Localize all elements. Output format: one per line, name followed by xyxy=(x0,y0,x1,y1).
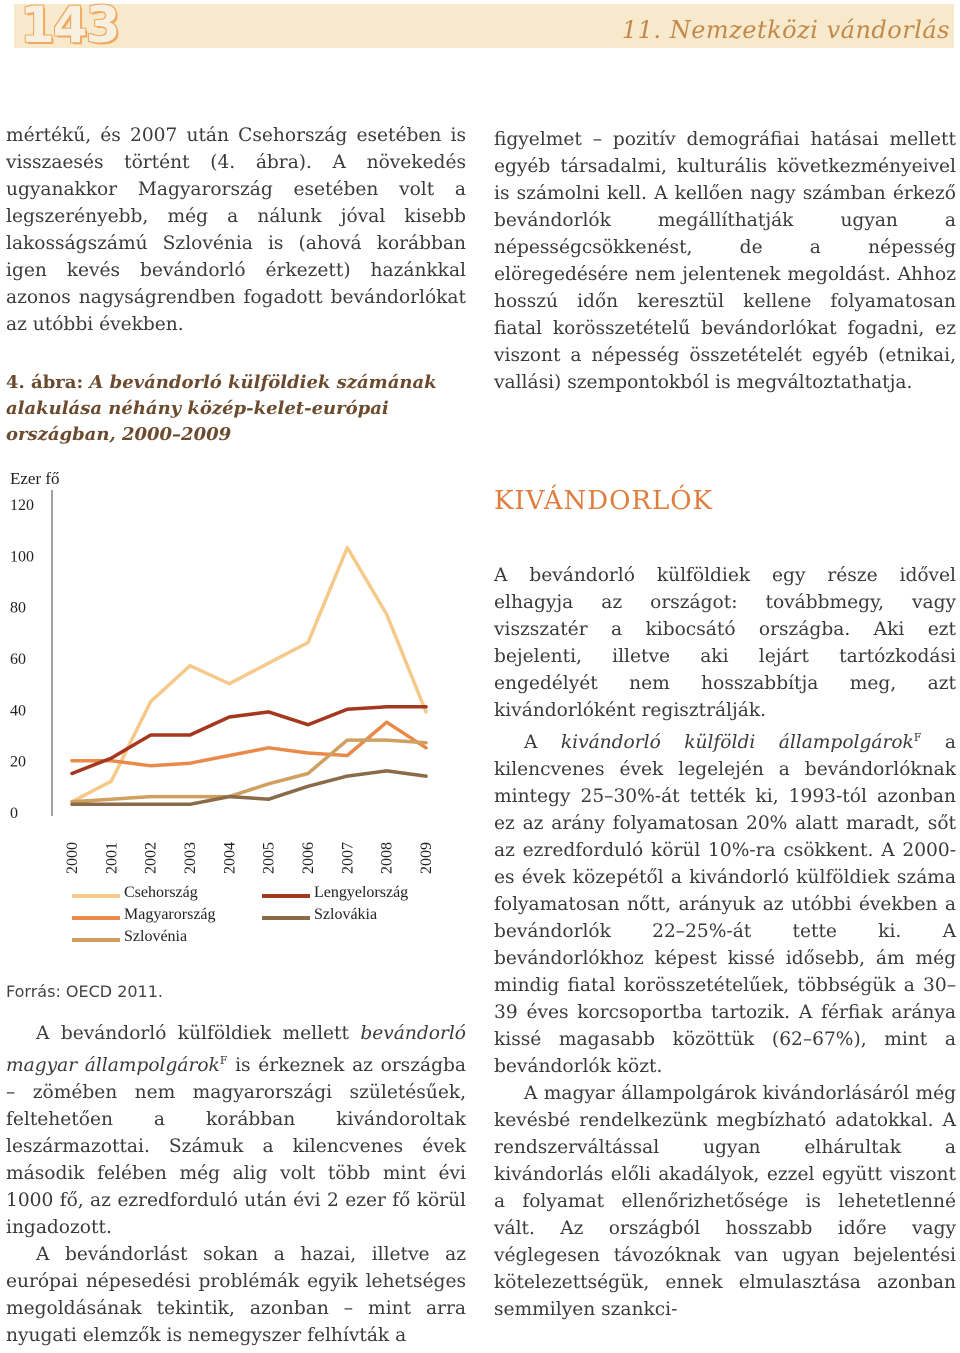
y-tick-label: 80 xyxy=(10,599,26,617)
page-header xyxy=(0,0,960,56)
legend-label: Szlovénia xyxy=(124,928,188,945)
legend-label: Szlovákia xyxy=(314,906,378,923)
left-paragraph-3: A bevándorlást sokan a hazai, illetve az európai népesedési problémák egyik lehetséges megoldásának tekintik, azonban – mint arra nyugati elemzők is nemegyszer felhívták a xyxy=(6,1244,466,1347)
y-tick-label: 40 xyxy=(10,702,26,720)
legend-swatch xyxy=(72,938,120,942)
figure-number: 4. ábra: xyxy=(6,372,84,393)
page-number: 143 xyxy=(20,0,119,54)
x-tick-label: 2003 xyxy=(182,842,199,874)
chart xyxy=(0,460,480,980)
legend-swatch xyxy=(262,916,310,920)
figure-source: Forrás: OECD 2011. xyxy=(6,982,163,1001)
x-tick-label: 2002 xyxy=(142,842,160,874)
y-tick-label: 0 xyxy=(10,805,18,822)
legend-swatch xyxy=(72,916,120,920)
right-column xyxy=(494,126,956,396)
y-tick-label: 60 xyxy=(10,651,26,668)
left-column xyxy=(6,122,466,338)
y-tick-label: 120 xyxy=(10,497,34,514)
x-tick-label: 2005 xyxy=(260,842,278,874)
chapter-title: 11. Nemzetközi vándorlás xyxy=(621,16,950,44)
legend-swatch xyxy=(262,894,310,898)
x-tick-label: 2000 xyxy=(64,842,81,874)
x-tick-label: 2008 xyxy=(378,842,396,874)
series-line-1 xyxy=(72,722,426,766)
left-paragraph-2: A bevándorló külföldiek mellett bevándorló magyar állampolgárok$^F$ is érkeznek az országba – zömében nem magyarországi születésűek, feltehetően a korábban kivándoroltak leszármazottai. Számuk a kilencvenes évek második felében még alig volt több mint évi 1000 fő, az ezredforduló után évi 2 ezer fő körül ingadozott. xyxy=(6,1023,466,1239)
left-paragraph-1: mértékű, és 2007 után Csehország esetében is visszaesés történt (4. ábra). A növekedés ugyanakkor Magyarország esetében volt a legszerényebb, még a nálunk jóval kisebb lakosságszámú Szlovénia is (ahová korábban igen kevés bevándorló érkezett) hazánkkal azonos nagyságrendben fogadott bevándorlókat az utóbbi években. xyxy=(6,125,466,335)
legend-label: Magyarország xyxy=(124,906,216,923)
y-tick-label: 20 xyxy=(10,753,26,771)
legend-label: Csehország xyxy=(124,884,198,901)
right-paragraph-4: A magyar állampolgárok kivándorlásáról még kevésbé rendelkezünk megbízható adatokkal. A rendszerváltással ugyan elhárultak a kivándorlás előli akadályok, ezzel együtt viszont a folyamat ellenőrizhetősége is lehetetlenné vált. Az országból hosszabb időre vagy véglegesen távozóknak van ugyan bejelentési kötelezettségük, ennek elmulasztása azonban semmilyen szankci- xyxy=(494,1083,956,1321)
right-paragraph-2: A bevándorló külföldiek egy része idővel elhagyja az országot: továbbmegy, vagy viszszatér a kibocsátó országba. Aki ezt bejelenti, illetve aki lejárt tartózkodási engedélyét nem hosszabbítja meg, azt kivándorlóként regisztrálják. xyxy=(494,565,956,721)
legend-swatch xyxy=(72,894,120,898)
x-tick-label: 2001 xyxy=(103,842,121,874)
y-tick-label: 100 xyxy=(10,548,34,566)
figure-caption xyxy=(6,370,466,448)
figure-title: A bevándorló külföldiek számának alakulása néhány közép-kelet-európai országban, 2000–2009 xyxy=(6,372,437,445)
left-column-lower xyxy=(6,1020,466,1349)
legend-label: Lengyelország xyxy=(314,884,409,901)
right-paragraph-3: A kivándorló külföldi állampolgárok$^F$ a kilencvenes évek legelején a bevándorlóknak mintegy 25–30%-át tették ki, 1993-tól azonban ez az arány folyamatosan 20% alatt maradt, sőt az ezredforduló körül 10%-ra csökkent. A 2000-es évek közepétől a kivándorló külföldiek száma folyamatosan nőtt, arányuk az utóbbi években a bevándorlók 22–25%-át tette ki. A bevándorlókhoz képest kissé idősebb, ám még mindig fiatal korösszetételűek, többségük a 30–39 éves korcsoportba tartozik. A férfiak aránya kissé magasabb közöttük (62–67%), mint a bevándorlók közt. xyxy=(494,731,956,1078)
x-tick-label: 2004 xyxy=(221,842,239,874)
section-title: KIVÁNDORLÓK xyxy=(494,486,713,516)
y-axis-label: Ezer fő xyxy=(10,469,60,488)
right-column-lower xyxy=(494,562,956,1323)
right-paragraph-1: figyelmet – pozitív demográfiai hatásai mellett egyéb társadalmi, kulturális következményeivel is számolni kell. A kellően nagy számban érkező bevándorlók megállíthatják ugyan a népességcsökkenést, de a népesség elöregedésére nem jelentenek megoldást. Ahhoz hosszú időn keresztül kellene folyamatosan fiatal korösszetételű bevándorlókat fogadni, ez viszont a népesség összetételét egyéb (etnikai, vallási) szempontokból is megváltoztathatja. xyxy=(494,129,956,393)
x-tick-label: 2006 xyxy=(300,842,317,874)
x-tick-label: 2009 xyxy=(418,842,435,874)
x-tick-label: 2007 xyxy=(339,842,357,874)
line-chart xyxy=(0,460,480,980)
